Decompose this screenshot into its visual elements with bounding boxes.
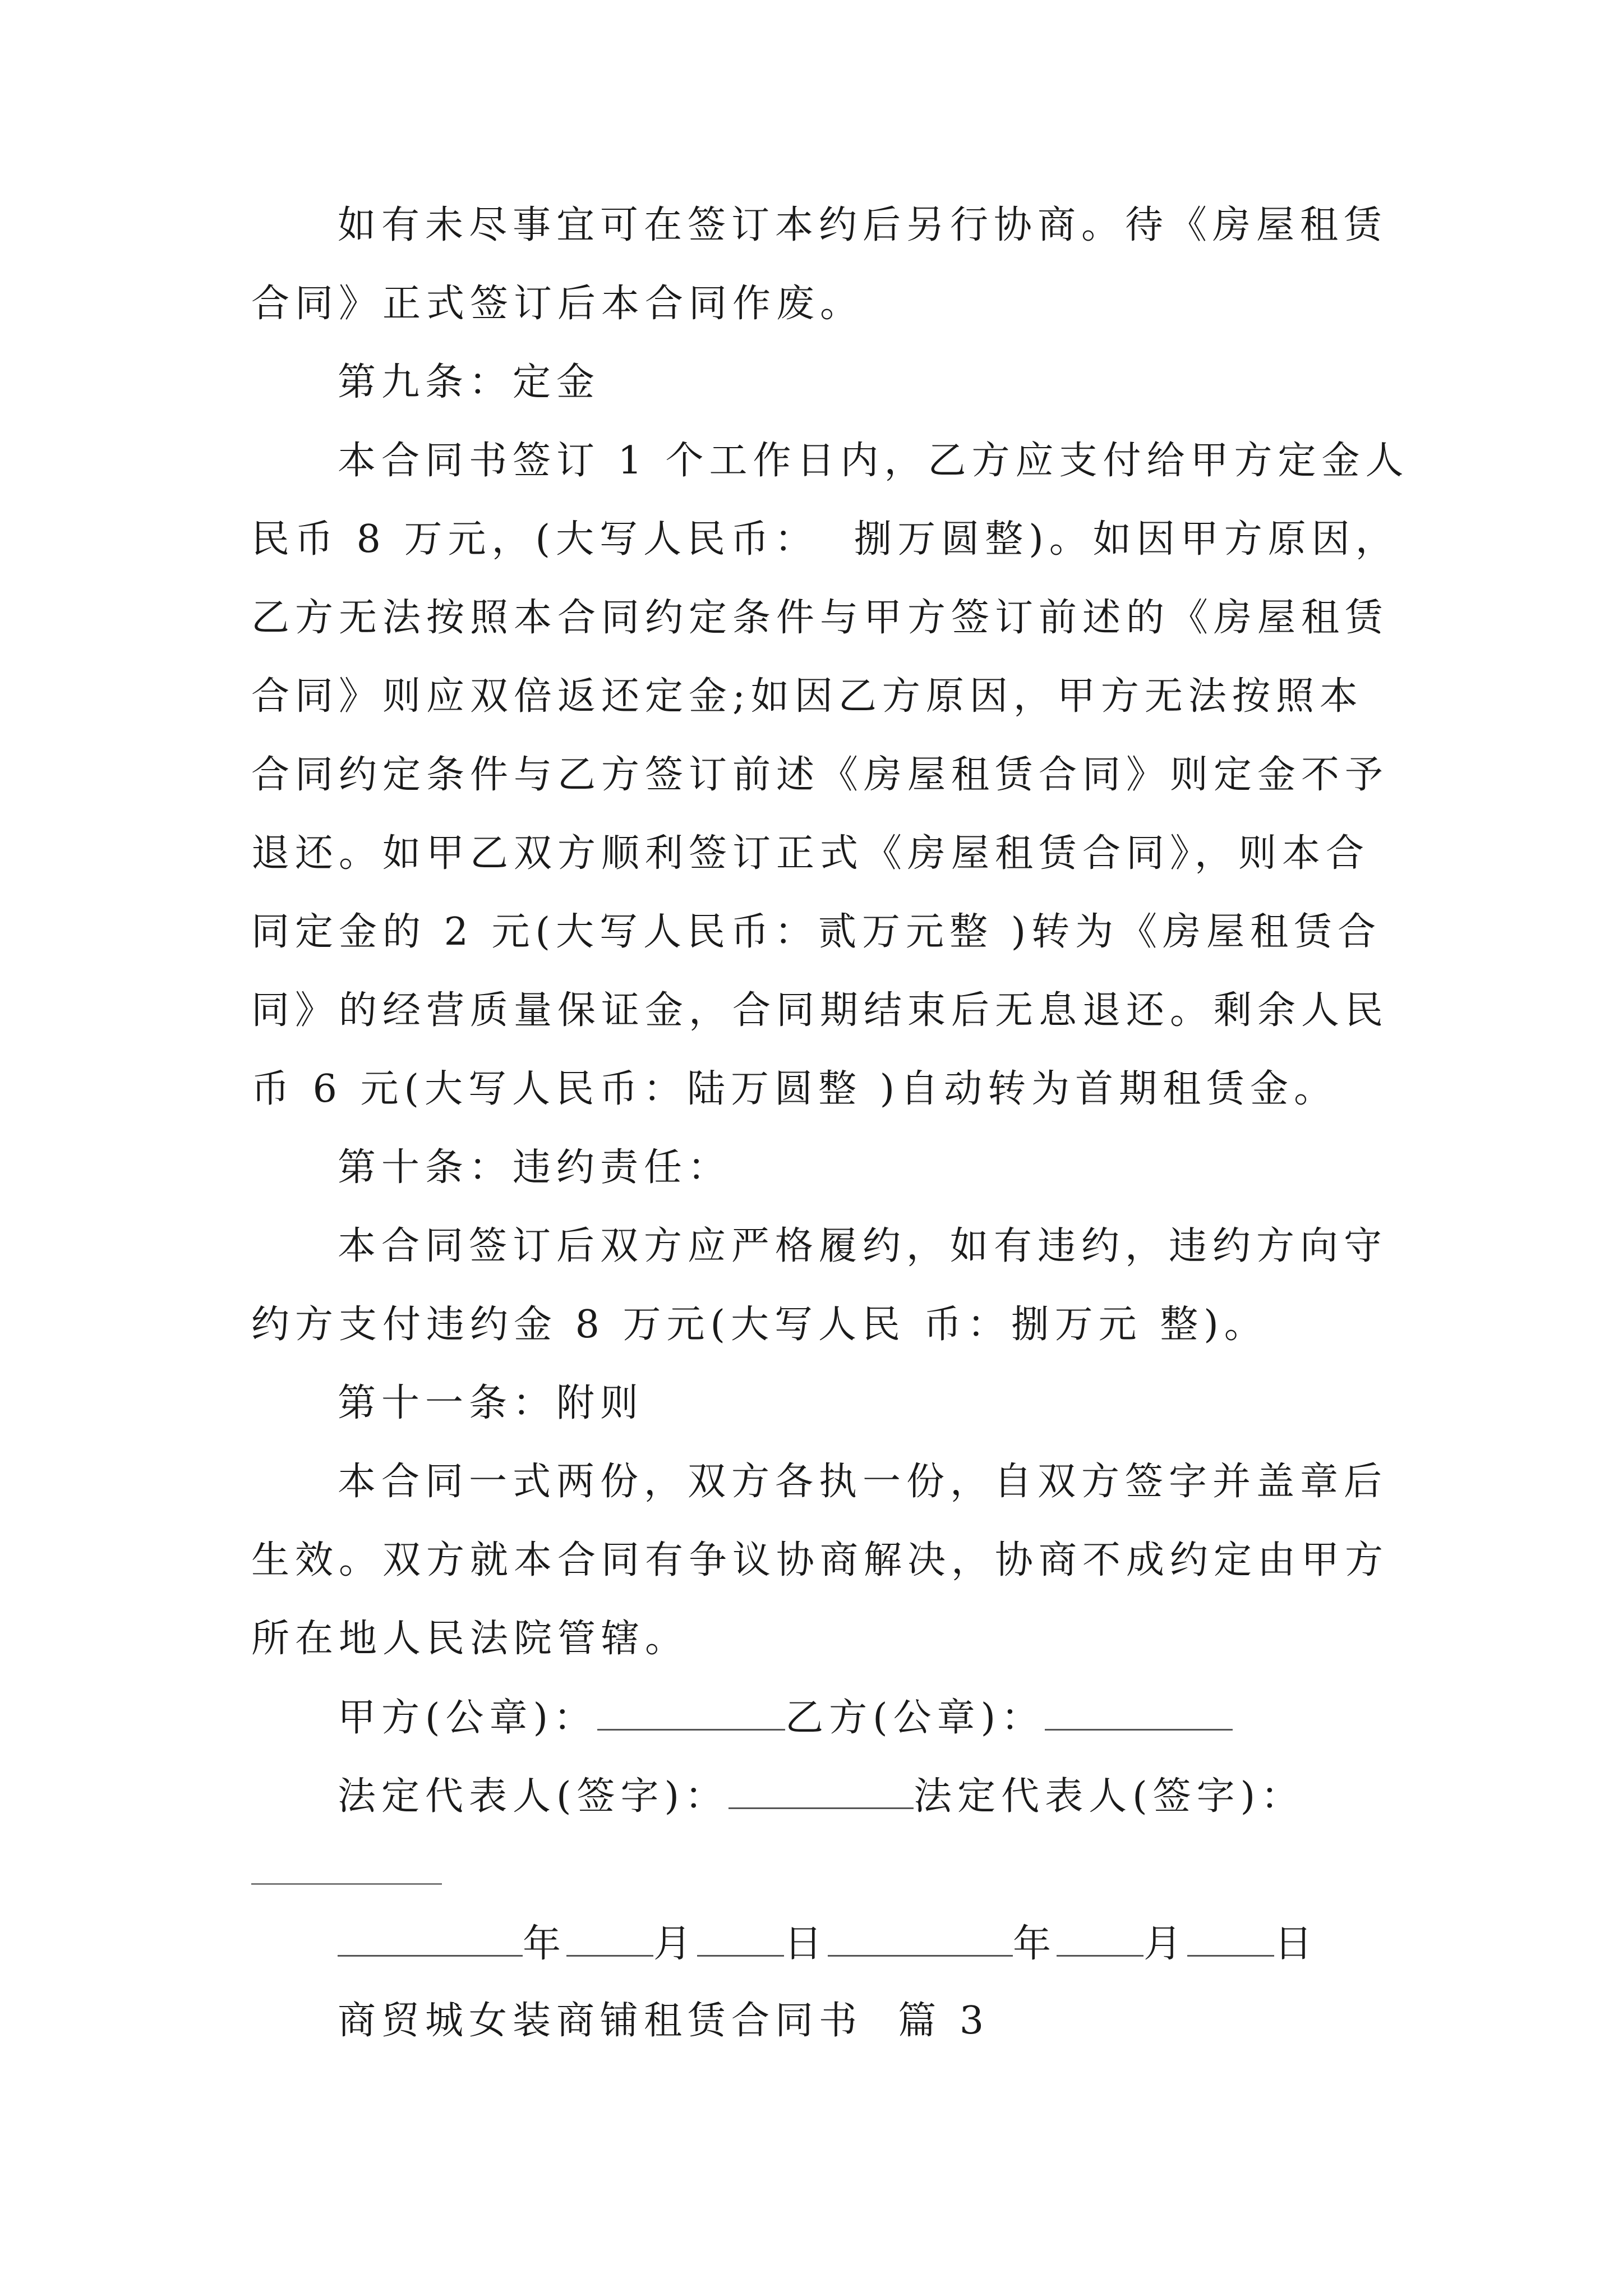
paragraph-line: 本合同签订后双方应严格履约，如有违约，违约方向守 — [338, 1224, 1388, 1268]
section-heading: 第十条：违约责任： — [338, 1145, 732, 1190]
party-b-seal-label: 乙方(公章)： — [785, 1696, 1045, 1740]
party-b-rep-blank — [251, 1883, 442, 1885]
month-label: 月 — [1144, 1922, 1188, 1966]
day-label: 日 — [1274, 1922, 1318, 1966]
paragraph-line: 乙方无法按照本合同约定条件与甲方签订前述的《房屋租赁 — [251, 596, 1389, 640]
paragraph-line: 本合同书签订 1 个工作日内，乙方应支付给甲方定金人 — [338, 439, 1409, 483]
paragraph-line: 如有未尽事宜可在签订本约后另行协商。待《房屋租赁 — [338, 203, 1388, 247]
signature-row-representative — [338, 1774, 1304, 1819]
party-a-seal-blank — [597, 1695, 785, 1731]
section-heading: 第十一条：附则 — [338, 1381, 644, 1425]
paragraph-line: 合同》则应双倍返还定金;如因乙方原因，甲方无法按照本 — [251, 674, 1363, 719]
date-row — [338, 1921, 1318, 1967]
paragraph-line: 本合同一式两份，双方各执一份，自双方签字并盖章后 — [338, 1460, 1388, 1504]
party-a-seal-label: 甲方(公章)： — [338, 1696, 598, 1740]
date-b-day-blank — [1187, 1921, 1274, 1957]
day-label: 日 — [784, 1922, 828, 1966]
signature-row-seal — [338, 1695, 1233, 1741]
paragraph-line: 生效。双方就本合同有争议协商解决，协商不成约定由甲方 — [251, 1538, 1389, 1582]
party-b-rep-label: 法定代表人(签字)： — [914, 1774, 1305, 1819]
date-b-year-blank — [828, 1921, 1013, 1957]
month-label: 月 — [653, 1922, 698, 1966]
paragraph-line: 同》的经营质量保证金，合同期结束后无息退还。剩余人民 — [251, 988, 1389, 1033]
paragraph-line: 合同》正式签订后本合同作废。 — [251, 282, 864, 326]
paragraph-line: 同定金的 2 元(大写人民币：贰万元整 )转为《房屋租赁合 — [251, 910, 1382, 954]
year-label: 年 — [523, 1922, 567, 1966]
date-a-month-blank — [566, 1921, 653, 1957]
paragraph-line: 所在地人民法院管辖。 — [251, 1617, 689, 1661]
paragraph-line: 约方支付违约金 8 万元(大写人民 币：捌万元 整)。 — [251, 1303, 1268, 1347]
date-a-day-blank — [697, 1921, 784, 1957]
party-a-rep-label: 法定代表人(签字)： — [338, 1774, 729, 1819]
year-label: 年 — [1013, 1922, 1057, 1966]
paragraph-line: 退还。如甲乙双方顺利签订正式《房屋租赁合同》，则本合 — [251, 831, 1370, 876]
paragraph-line: 合同约定条件与乙方签订前述《房屋租赁合同》则定金不予 — [251, 753, 1389, 797]
party-b-seal-blank — [1045, 1695, 1233, 1731]
date-a-year-blank — [338, 1921, 523, 1957]
paragraph-line: 民币 8 万元，(大写人民币： 捌万圆整)。如因甲方原因， — [251, 517, 1399, 562]
next-section-title: 商贸城女装商铺租赁合同书 篇 3 — [338, 1999, 990, 2043]
section-heading: 第九条：定金 — [338, 360, 601, 404]
paragraph-line: 币 6 元(大写人民币：陆万圆整 )自动转为首期租赁金。 — [251, 1067, 1338, 1111]
date-b-month-blank — [1057, 1921, 1144, 1957]
party-a-rep-blank — [728, 1774, 914, 1809]
